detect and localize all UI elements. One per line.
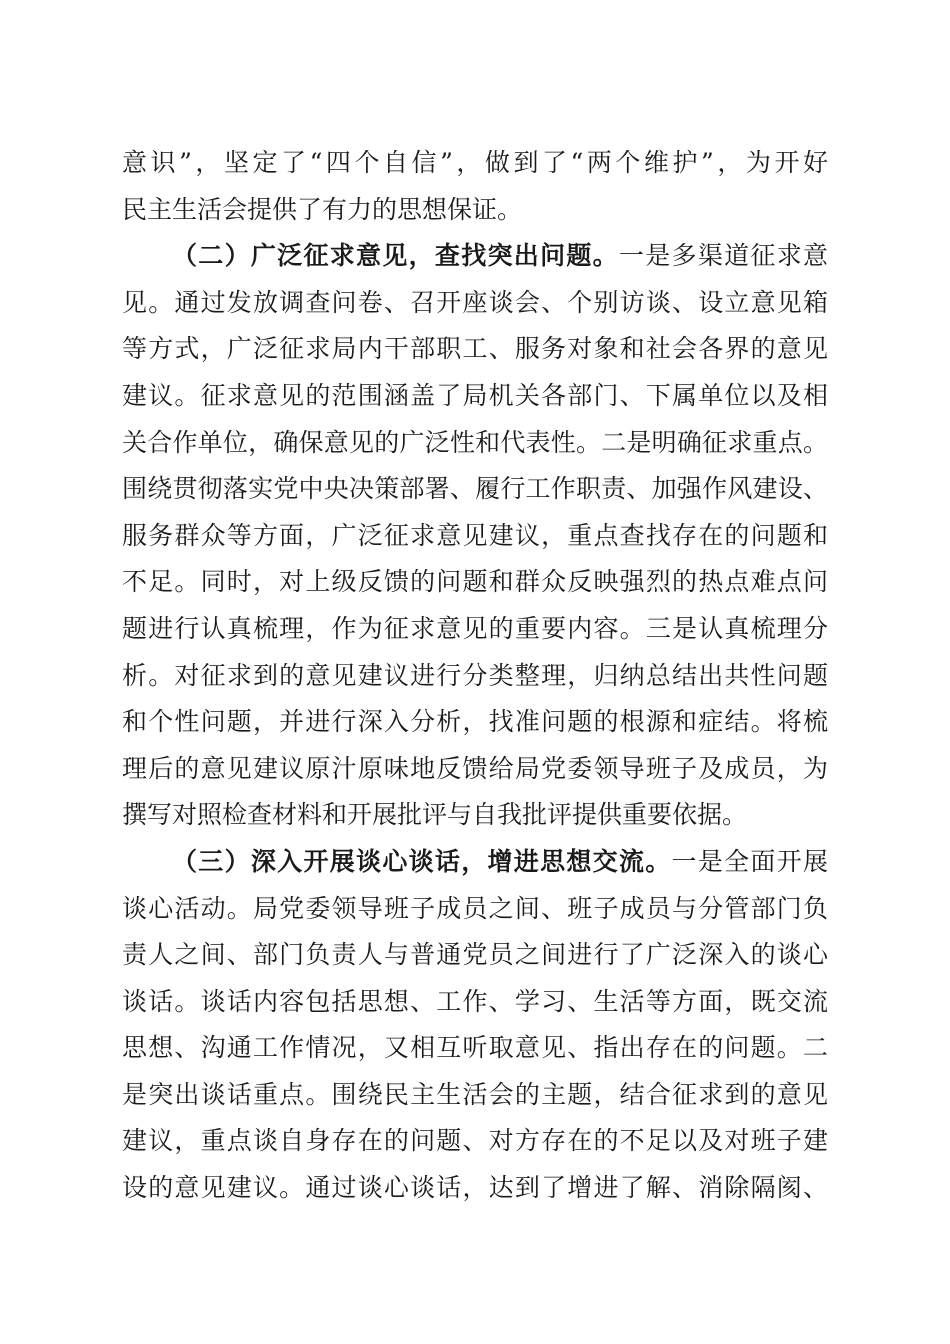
body-text: 不足。同时，对上级反馈的问题和群众反映强烈的热点难点问	[122, 567, 828, 597]
body-text: 见。通过发放调查问卷、召开座谈会、个别访谈、设立意见箱	[122, 287, 828, 317]
text-line	[122, 1165, 828, 1212]
body-text: 谈心活动。局党委领导班子成员之间、班子成员与分管部门负	[122, 893, 828, 923]
text-line	[122, 1025, 828, 1072]
text-line	[122, 792, 828, 839]
body-text: 责人之间、部门负责人与普通党员之间进行了广泛深入的谈心	[122, 940, 828, 970]
text-line	[122, 746, 828, 793]
body-text: 民主生活会提供了有力的思想保证。	[122, 194, 523, 224]
body-text: 等方式，广泛征求局内干部职工、服务对象和社会各界的意见	[122, 334, 828, 364]
body-text: 围绕贯彻落实党中央决策部署、履行工作职责、加强作风建设、	[122, 474, 828, 504]
text-line	[122, 699, 828, 746]
body-text: 思想、沟通工作情况，又相互听取意见、指出存在的问题。二	[122, 1033, 828, 1063]
body-text: 理后的意见建议原汁原味地反馈给局党委领导班子及成员，为	[122, 753, 828, 783]
text-line	[122, 559, 828, 606]
text-line	[122, 979, 828, 1026]
body-text: 设的意见建议。通过谈心谈话，达到了增进了解、消除隔阂、	[122, 1173, 828, 1203]
text-line	[122, 606, 828, 653]
text-line	[122, 373, 828, 420]
body-text: 建议。征求意见的范围涵盖了局机关各部门、下属单位以及相	[122, 380, 828, 410]
text-line	[122, 187, 828, 234]
text-line	[122, 420, 828, 467]
text-line	[122, 1118, 828, 1165]
text-line	[122, 140, 828, 187]
text-line	[122, 280, 828, 327]
body-text: 建议，重点谈自身存在的问题、对方存在的不足以及对班子建	[122, 1126, 828, 1156]
text-line	[122, 932, 828, 979]
text-line	[122, 1072, 828, 1119]
body-text: 和个性问题，并进行深入分析，找准问题的根源和症结。将梳	[122, 707, 828, 737]
document-body	[122, 140, 828, 1212]
text-line	[122, 886, 828, 933]
body-text: 撰写对照检查材料和开展批评与自我批评提供重要依据。	[122, 800, 748, 830]
body-text: 服务群众等方面，广泛征求意见建议，重点查找存在的问题和	[122, 520, 828, 550]
text-line	[122, 653, 828, 700]
body-text: 谈话。谈话内容包括思想、工作、学习、生活等方面，既交流	[122, 986, 828, 1016]
body-text: 一是多渠道征求意	[618, 241, 828, 271]
text-line	[122, 466, 828, 513]
section-heading: （三）深入开展谈心谈话，增进思想交流。	[172, 846, 672, 876]
body-text: 关合作单位，确保意见的广泛性和代表性。二是明确征求重点。	[122, 427, 828, 457]
text-line	[122, 326, 828, 373]
body-text: 是突出谈话重点。围绕民主生活会的主题，结合征求到的意见	[122, 1079, 828, 1109]
text-line	[122, 513, 828, 560]
text-line	[122, 839, 828, 886]
body-text: 一是全面开展	[671, 846, 828, 876]
text-line	[122, 233, 828, 280]
body-text: 析。对征求到的意见建议进行分类整理，归纳总结出共性问题	[122, 660, 828, 690]
section-heading: （二）广泛征求意见，查找突出问题。	[172, 241, 619, 271]
body-text: 意识”，坚定了“四个自信”，做到了“两个维护”，为开好	[122, 148, 828, 177]
body-text: 题进行认真梳理，作为征求意见的重要内容。三是认真梳理分	[122, 613, 828, 643]
